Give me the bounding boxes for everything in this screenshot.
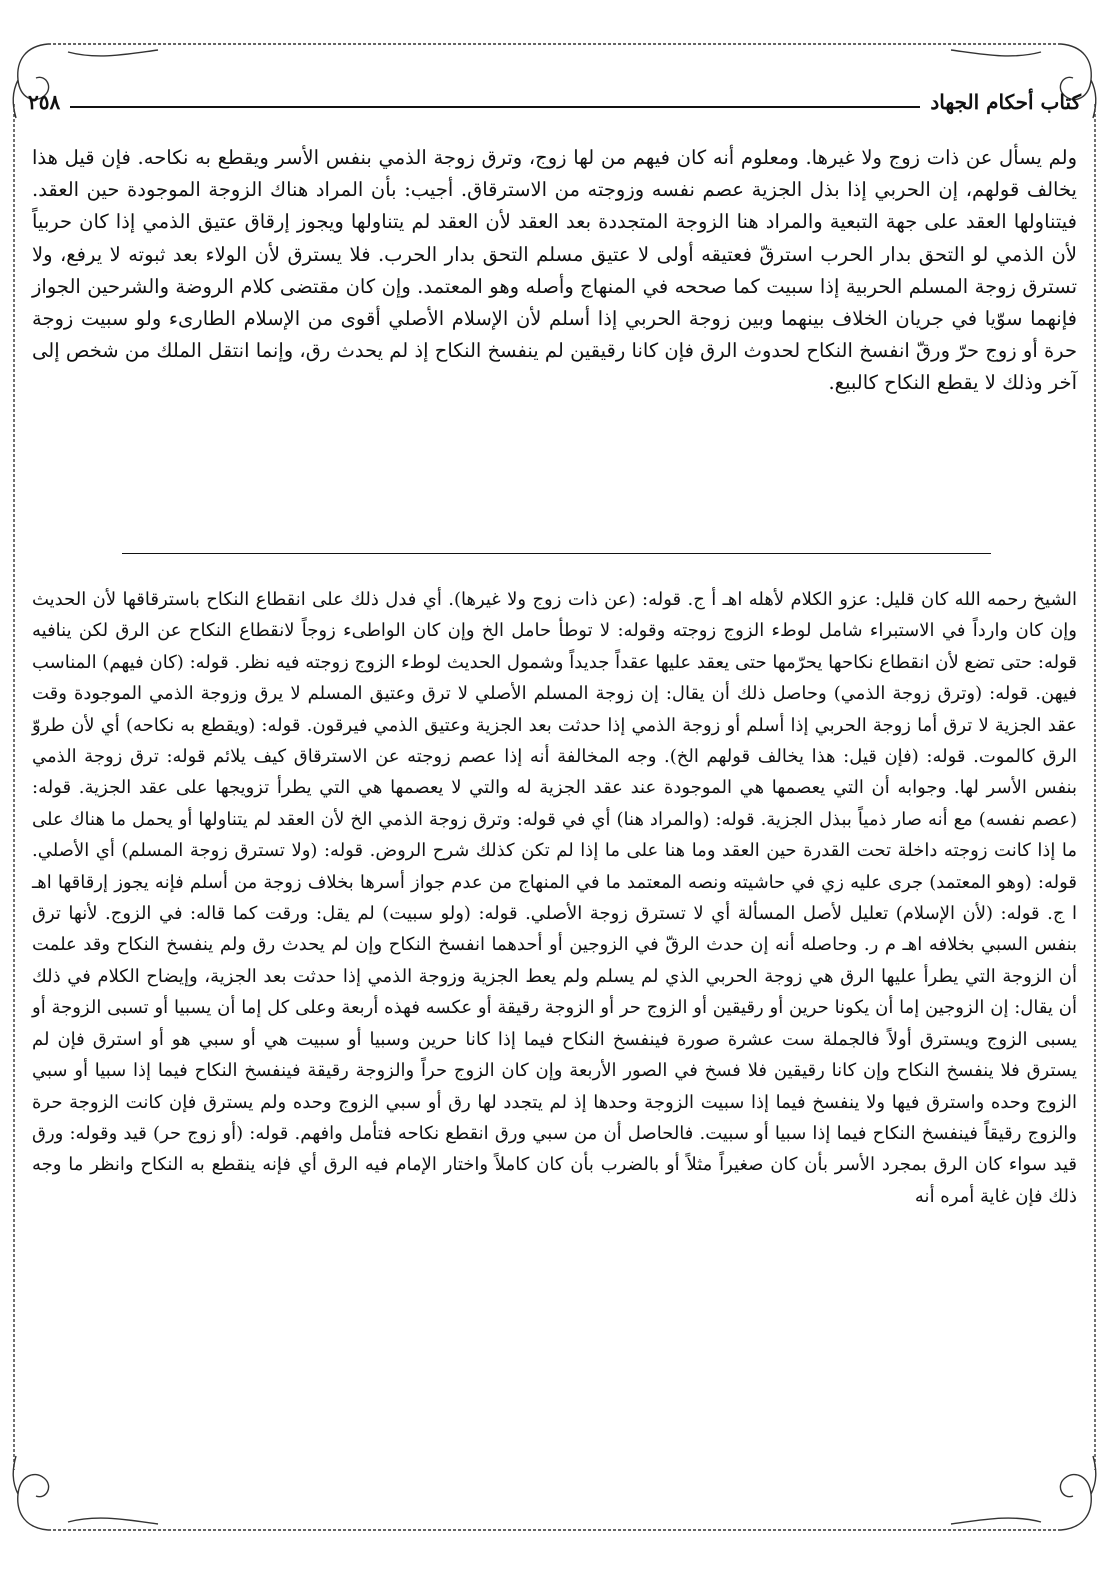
- footnote-divider: [122, 553, 991, 554]
- footnotes-body: [32, 584, 1077, 1212]
- page-header: [28, 84, 1081, 120]
- book-title: كتاب أحكام الجهاد: [930, 90, 1081, 114]
- header-rule: [70, 106, 920, 108]
- main-paragraph: ولم يسأل عن ذات زوج ولا غيرها. ومعلوم أنه كان فيهم من لها زوج، وترق زوجة الذمي بنفس الأسر ويقطع به نكاحه. فإن قيل هذا يخالف قولهم، إن الحربي إذا بذل الجزية عصم نفسه وزوجته من الاسترقاق. أجيب: بأن المراد هناك الزوجة الموجودة حين العقد. فيتناولها العقد على جهة التبعية والمراد هنا الزوجة المتجددة بعد العقد لأن العقد لم يتناولها ويجوز إرقاق عتيق الذمي إذا كان حربياً لأن الذمي لو التحق بدار الحرب استرقّ فعتيقه أولى لا عتيق مسلم التحق بدار الحرب. فلا يسترق لأن الولاء بعد ثبوته لا يرفع، ولا تسترق زوجة المسلم الحربية إذا سبيت كما صححه في المنهاج وأصله وهو المعتمد. وإن كان مقتضى كلام الروضة والشرحين الجواز فإنهما سوّيا في جريان الخلاف بينهما وبين زوجة الحربي إذا أسلم لأن الإسلام الأصلي أقوى من الإسلام الطارىء ولو سبيت زوجة حرة أو زوج حرّ ورقّ انفسخ النكاح لحدوث الرق فإن كانا رقيقين لم ينفسخ النكاح إذ لم يحدث رق، وإنما انتقل الملك من شخص إلى آخر وذلك لا يقطع النكاح كالبيع.: [32, 146, 1077, 395]
- footnote-paragraph: الشيخ رحمه الله كان قليل: عزو الكلام لأهله اهـ أ ج. قوله: (عن ذات زوج ولا غيرها). أي فدل ذلك على انقطاع النكاح باسترقاقها لأن الحديث وإن كان وارداً في الاستبراء شامل لوطء الزوج زوجته وقوله: لا توطأ حامل الخ وإن كان الواطىء زوجاً لانقطاع النكاح عن الرق لكن ينافيه قوله: حتى تضع لأن انقطاع نكاحها يحرّمها حتى يعقد عليها عقداً جديداً وشمول الحديث لوطء الزوج زوجته فيه نظر. قوله: (كان فيهم) المناسب فيهن. قوله: (وترق زوجة الذمي) وحاصل ذلك أن يقال: إن زوجة المسلم الأصلي لا ترق وعتيق المسلم لا يرق وزوجة الذمي الموجودة وقت عقد الجزية لا ترق أما زوجة الحربي إذا أسلم أو زوجة الذمي إذا حدثت بعد الجزية وعتيق الذمي فيرقون. قوله: (ويقطع به نكاحه) أي لأن طروّ الرق كالموت. قوله: (فإن قيل: هذا يخالف قولهم الخ). وجه المخالفة أنه إذا عصم زوجته عن الاسترقاق كيف يلائم قوله: ترق زوجة الذمي بنفس الأسر لها. وجوابه أن التي يعصمها هي الموجودة عند عقد الجزية له والتي لا يعصمها هي التي يطرأ تزويجها على عقد الجزية. قوله: (عصم نفسه) مع أنه صار ذمياً ببذل الجزية. قوله: (والمراد هنا) أي في قوله: وترق زوجة الذمي الخ لأن العقد لم يتناولها أو يحمل ما هناك على ما إذا كانت زوجته داخلة تحت القدرة حين العقد وما هنا على ما إذا لم تكن كذلك شرح الروض. قوله: (ولا تسترق زوجة المسلم) أي الأصلي. قوله: (وهو المعتمد) جرى عليه زي في حاشيته ونصه المعتمد ما في المنهاج من عدم جواز أسرها بخلاف زوجة من أسلم فإنه يجوز إرقاقها اهـ ا ج. قوله: (لأن الإسلام) تعليل لأصل المسألة أي لا تسترق زوجة الأصلي. قوله: (ولو سبيت) لم يقل: ورقت كما قاله: في الزوج. لأنها ترق بنفس السبي بخلافه اهـ م ر. وحاصله أنه إن حدث الرقّ في الزوجين أو أحدهما انفسخ النكاح وإن لم يحدث رق ولم ينفسخ النكاح وقد علمت أن الزوجة التي يطرأ عليها الرق هي زوجة الحربي الذي لم يسلم ولم يعط الجزية وزوجة الذمي إذا حدثت بعد الجزية، وإيضاح الكلام في ذلك أن يقال: إن الزوجين إما أن يكونا حرين أو رقيقين أو الزوج حر أو الزوجة رقيقة أو عكسه فهذه أربعة وعلى كل إما أن يسبيا أو تسبى الزوجة أو يسبى الزوج ويسترق أولاً فالجملة ست عشرة صورة فينفسخ النكاح فيما إذا كانا حرين وسبيا أو سبيت هي أو سبي هو أو استرق فإن لم يسترق فلا ينفسخ النكاح وإن كانا رقيقين فلا فسخ في الصور الأربعة وإن كان الزوج حراً والزوجة رقيقة فينفسخ النكاح فيما إذا سبيا أو سبي الزوج وحده واسترق فيها ولا ينفسخ فيما إذا سبيت الزوجة وحدها إذ لم يتجدد لها رق أو سبي الزوج وحده ولم يسترق فإن كانت الزوجة حرة والزوج رقيقاً فينفسخ النكاح فيما إذا سبيا أو سبيت. فالحاصل أن من سبي ورق انقطع نكاحه فتأمل وافهم. قوله: (أو زوج حر) قيد وقوله: ورق قيد سواء كان الرق بمجرد الأسر بأن كان صغيراً مثلاً أو بالضرب بأن كان كاملاً واختار الإمام فيه الرق أي فإنه ينقطع به النكاح وانظر ما وجه ذلك فإن غاية أمره أنه: [32, 589, 1077, 1207]
- page-number: ٢٥٨: [28, 90, 61, 114]
- main-text-body: [32, 142, 1077, 400]
